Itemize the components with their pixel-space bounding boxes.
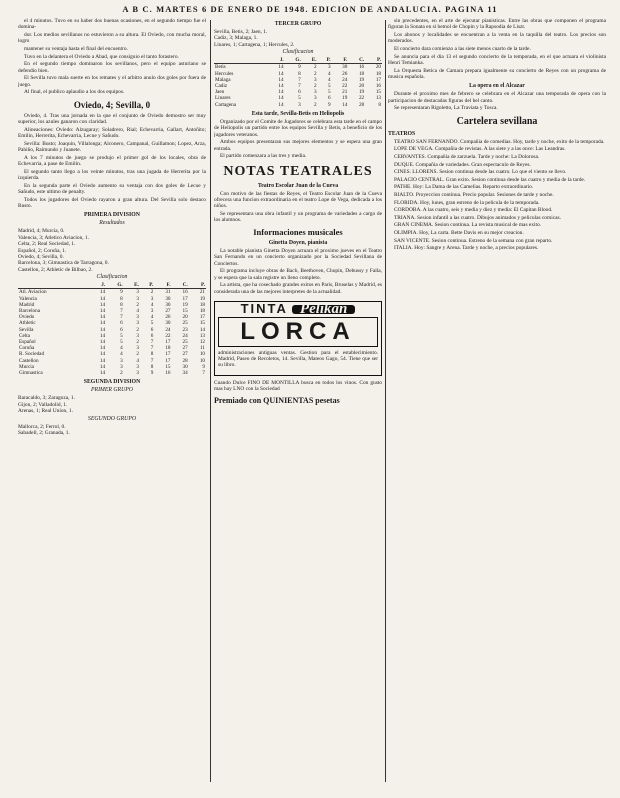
table-cell: 2 bbox=[120, 370, 123, 377]
result-line: Linares, 1; Cartagena, 1; Hercules, 2. bbox=[214, 41, 295, 48]
article-paragraph: El programa incluye obras de Bach, Beethoven, Chopin, Debussy y Falla, y se espera que la sala registre un lleno completo. bbox=[214, 268, 382, 281]
table-cell: 2 bbox=[313, 83, 317, 90]
listing-paragraph: GRAN CINEMA. Sesion continua. La revista musical de mas exito. bbox=[394, 222, 542, 229]
table-cell: 6 bbox=[120, 320, 123, 327]
table-cell: R. Sociedad bbox=[19, 351, 45, 358]
table-cell: 27 bbox=[182, 345, 188, 352]
table-cell: 14 bbox=[278, 76, 284, 83]
table-cell: 14 bbox=[99, 301, 106, 308]
table-cell: 15 bbox=[182, 308, 188, 315]
table-header-cell: E. bbox=[302, 57, 318, 64]
table-header-cell: G. bbox=[106, 282, 124, 289]
table-cell: 22 bbox=[165, 332, 171, 339]
table-cell: 19 bbox=[358, 76, 365, 83]
table-cell: 10 bbox=[199, 351, 205, 358]
article-paragraph: Al final, el publico aplaudio a los dos equipos. bbox=[24, 89, 125, 96]
table-cell: 16 bbox=[375, 83, 381, 90]
table-cell: Cartagena bbox=[215, 101, 237, 108]
table-cell: 14 bbox=[278, 70, 284, 77]
table-cell: Athletic bbox=[19, 320, 36, 327]
table-cell: 22 bbox=[358, 95, 365, 102]
table-cell: 4 bbox=[136, 308, 139, 315]
ad-pelikan-logo: Pelikan bbox=[292, 305, 356, 313]
table-cell: 5 bbox=[327, 89, 331, 96]
column-2 bbox=[214, 18, 382, 788]
table-cell: 8 bbox=[298, 70, 301, 77]
table-cell: 4 bbox=[327, 76, 331, 83]
opera-title: La opera en el Alcazar bbox=[469, 83, 525, 90]
pelikan-advertisement bbox=[214, 301, 382, 376]
table-cell: 5 bbox=[298, 95, 301, 102]
table-cell: 14 bbox=[99, 332, 106, 339]
column-1 bbox=[18, 18, 206, 788]
article-paragraph: A los 7 minutos de juego se produjo el primer gol de los locales, obra de Echevarria, a pase de Emilin. bbox=[18, 154, 206, 167]
table-cell: 28 bbox=[182, 357, 188, 364]
article-paragraph: La Orquesta Betica de Camara prepara igualmente su concierto de Reyes con un programa de musica española. bbox=[388, 67, 606, 80]
notas-teatrales-title: NOTAS TEATRALES bbox=[223, 163, 373, 179]
segundo-grupo-results bbox=[18, 424, 206, 437]
table-cell: 14 bbox=[99, 351, 106, 358]
table-cell: Hercules bbox=[215, 70, 234, 77]
segundo-grupo-label: SEGUNDO GRUPO bbox=[87, 415, 137, 422]
tercer-grupo-results bbox=[214, 29, 382, 48]
table-row bbox=[214, 64, 382, 71]
article-paragraph: Alineaciones: Oviedo: Alzugaray; Soladrero, Rial; Echevarria, Gallart, Antoñito; Emilin, Herrerita, Echevarria, Lecue y Sañudo. bbox=[18, 126, 206, 139]
table-cell: 25 bbox=[182, 339, 188, 346]
table-cell: 9 bbox=[298, 64, 301, 71]
table-cell: 7 bbox=[150, 345, 154, 352]
table-header-cell bbox=[18, 282, 89, 289]
table-cell: 30 bbox=[165, 301, 171, 308]
table-cell: 17 bbox=[165, 357, 171, 364]
table-cell: 3 bbox=[150, 308, 154, 315]
table-cell: 19 bbox=[342, 95, 348, 102]
table-cell: Cadiz bbox=[215, 83, 228, 90]
intro-article bbox=[18, 18, 206, 96]
ad-tinta-label: TINTA bbox=[240, 301, 288, 317]
table-cell: 20 bbox=[358, 83, 365, 90]
table-cell: Gimnastica bbox=[19, 370, 43, 377]
table-cell: 3 bbox=[298, 101, 301, 108]
table-cell: 2 bbox=[136, 326, 139, 333]
table-cell: 5 bbox=[120, 332, 123, 339]
table-cell: 3 bbox=[313, 76, 317, 83]
result-line: Arenas, 1; Real Union, 1. bbox=[18, 408, 73, 415]
table-cell: 30 bbox=[165, 295, 171, 302]
listing-paragraph: CERVANTES. Compañia de zarzuela. Tarde y noche: La Dolorosa. bbox=[394, 154, 540, 160]
tercer-grupo-label: TERCER GRUPO bbox=[274, 21, 322, 27]
table-cell: 5 bbox=[327, 83, 331, 90]
clasificacion-label: Clasificacion bbox=[96, 274, 128, 281]
table-cell: 5 bbox=[150, 320, 154, 327]
table-cell: 4 bbox=[150, 301, 154, 308]
table-cell: 9 bbox=[327, 101, 331, 108]
table-cell: Murcia bbox=[19, 363, 34, 370]
table-cell: 12 bbox=[199, 339, 205, 346]
article-paragraph: Se representaran Rigoletto, La Traviata y Tosca. bbox=[394, 105, 498, 112]
table-cell: 2 bbox=[136, 339, 139, 346]
article-paragraph: Con motivo de las fiestas de Reyes, el Teatro Escolar Juan de la Cueva ofrecera una funcion extraordinaria en el teatro Lope de Vega, dedicada a los niños. bbox=[214, 190, 382, 210]
table-cell: Linares bbox=[215, 95, 231, 102]
article-paragraph: Organizado por el Comite de Jugadores se celebrara esta tarde en el campo de Heliopolis un partido entre los equipos Sevilla y Betis, a beneficio de los jugadores veteranos. bbox=[214, 118, 382, 138]
listing-paragraph: PATHE. Hoy: La Dama de las Camelias. Reparto extraordinario. bbox=[394, 184, 534, 191]
table-cell: 19 bbox=[358, 89, 365, 96]
article-paragraph: Los abonos y localidades se encuentran a la venta en la taquilla del teatro. Los precios son moderados. bbox=[388, 32, 606, 45]
table-header-row bbox=[18, 282, 206, 289]
result-line: Mallorca, 2; Ferrol, 0. bbox=[18, 423, 66, 430]
result-line: Sabadell, 2; Granada, 1. bbox=[18, 429, 70, 436]
table-cell: 4 bbox=[327, 70, 331, 77]
primer-grupo-label: PRIMER GRUPO bbox=[90, 387, 133, 394]
table-cell: 16 bbox=[165, 370, 171, 377]
table-header-cell: P. bbox=[140, 282, 154, 289]
listing-paragraph: RIALTO. Proyeccion continua. Precio popular. Sesiones de tarde y noche. bbox=[394, 191, 554, 198]
sevilla-betis-article bbox=[214, 119, 382, 160]
table-cell: 8 bbox=[150, 351, 154, 358]
table-cell: 2 bbox=[136, 351, 139, 358]
table-header-cell: P. bbox=[365, 57, 382, 64]
table-cell: 26 bbox=[165, 314, 171, 321]
listing-paragraph: CORDOBA. A las cuatro, seis y media y diez y media: El Capitan Blood. bbox=[394, 207, 553, 214]
table-cell: 14 bbox=[99, 289, 106, 296]
listing-paragraph: ITALIA. Hoy: Sangre y Arena. Tarde y noche, a precios populares. bbox=[394, 245, 539, 252]
table-cell: 16 bbox=[182, 289, 188, 296]
table-cell: 34 bbox=[182, 370, 188, 377]
article-paragraph: Todos los jugadores del Oviedo rayaron a gran altura. Del Sevilla solo destaco Busto. bbox=[18, 196, 206, 209]
article-paragraph: Ambos equipos presentaran sus mejores elementos y se espera una gran entrada. bbox=[214, 139, 382, 152]
table-cell: 14 bbox=[278, 89, 284, 96]
table-cell: 14 bbox=[278, 95, 284, 102]
listing-paragraph: PALACIO CENTRAL. Gran exito. Sesion continua desde las cuatro y media de la tarde. bbox=[394, 176, 586, 183]
result-line: Valencia, 3; Atletico Aviacion, 1. bbox=[18, 234, 90, 241]
table-cell: 24 bbox=[342, 76, 348, 83]
oviedo-article bbox=[18, 113, 206, 210]
table-cell: 17 bbox=[182, 295, 188, 302]
table-cell: 14 bbox=[342, 101, 348, 108]
informaciones-musicales-title: Informaciones musicales bbox=[253, 226, 343, 237]
article-paragraph: La notable pianista Ginetta Doyen actuara el proximo jueves en el Teatro San Fernando en un concierto organizado por la Sociedad Sevillana de Conciertos. bbox=[214, 247, 382, 267]
table-header-cell: P. bbox=[318, 57, 332, 64]
table-cell: 14 bbox=[99, 357, 106, 364]
table-cell: 9 bbox=[150, 370, 154, 377]
table-cell: 7 bbox=[120, 308, 123, 315]
article-paragraph: En el segundo tiempo dominaron los sevillanos, pero el equipo asturiano se defendio bien. bbox=[18, 61, 206, 74]
article-paragraph: Se representara una obra infantil y un programa de variedades a cargo de los alumnos. bbox=[214, 211, 382, 224]
listing-paragraph: OLIMPIA. Hoy, La carta. Bette Davis en su mejor creacion. bbox=[394, 229, 524, 236]
table-cell: 14 bbox=[278, 64, 284, 71]
table-cell: 4 bbox=[136, 357, 139, 364]
article-paragraph: Durante el proximo mes de febrero se celebrara en el Alcazar una temporada de opera con la participacion de destacadas figuras del bel canto. bbox=[388, 91, 606, 104]
table-cell: 21 bbox=[342, 89, 348, 96]
table-cell: 11 bbox=[200, 345, 205, 352]
table-cell: 17 bbox=[165, 339, 171, 346]
table-cell: 15 bbox=[199, 320, 205, 327]
listing-paragraph: SAN VICENTE. Sesion continua. Estreno de la semana con gran reparto. bbox=[394, 237, 553, 244]
listing-paragraph: TEATRO SAN FERNANDO. Compañia de comedias. Hoy, tarde y noche, exito de la temporada. bbox=[394, 138, 605, 145]
table-cell: 3 bbox=[327, 64, 331, 71]
table-cell: 26 bbox=[342, 70, 348, 77]
table-cell: 3 bbox=[136, 363, 139, 370]
article-paragraph: El Sevilla tuvo mala suerte en los remates y el arbitro anulo dos goles por fuera de juego. bbox=[18, 75, 206, 88]
result-line: Cadiz, 3; Malaga, 1. bbox=[214, 35, 258, 42]
column-rule-2 bbox=[385, 20, 386, 782]
table-cell: Sevilla bbox=[19, 326, 34, 333]
article-paragraph: Oviedo, 4. Tras una jornada en la que el conjunto de Oviedo demostro ser muy superior, los azules ganaron con claridad. bbox=[18, 112, 206, 125]
segunda-division-title: SEGUNDA DIVISION bbox=[83, 379, 141, 386]
table-row bbox=[214, 102, 382, 108]
table-cell: Betis bbox=[215, 64, 226, 71]
table-cell: 4 bbox=[120, 345, 123, 352]
table-header-cell: E. bbox=[124, 282, 140, 289]
table-cell: 3 bbox=[313, 89, 317, 96]
sevilla-betis-title: Esta tarde, Sevilla-Betis en Heliopolis bbox=[251, 110, 345, 117]
table-cell: 14 bbox=[99, 363, 106, 370]
table-cell: Malaga bbox=[215, 76, 231, 83]
primera-division-title: PRIMERA DIVISION bbox=[84, 212, 140, 219]
table-cell: 4 bbox=[120, 351, 123, 358]
table-cell: 14 bbox=[99, 339, 106, 346]
table-cell: 3 bbox=[313, 95, 317, 102]
prize-intro: Cuando Dulce FINO DE MONTILLA busca en todos los vinos. Con gusto mas hay LNO con la Sociedad bbox=[214, 379, 382, 393]
result-line: Madrid, 4; Murcia, 0. bbox=[18, 228, 65, 235]
result-line: Oviedo, 4; Sevilla, 0. bbox=[18, 254, 64, 261]
table-cell: 30 bbox=[182, 363, 188, 370]
table-header-cell: F. bbox=[332, 57, 349, 64]
table-cell: 14 bbox=[99, 345, 106, 352]
table-row bbox=[18, 289, 206, 296]
table-cell: 7 bbox=[150, 357, 154, 364]
table-cell: 23 bbox=[182, 326, 188, 333]
table-header-cell: F. bbox=[154, 282, 171, 289]
table-cell: 7 bbox=[120, 314, 123, 321]
table-header-cell: J. bbox=[268, 57, 285, 64]
cartelera-title: Cartelera sevillana bbox=[456, 115, 538, 127]
primer-grupo-results bbox=[18, 395, 206, 414]
table-cell: Jaen bbox=[215, 89, 225, 96]
article-paragraph: La artista, que ha cosechado grandes exitos en Paris, Bruselas y Madrid, es considerada una de las mejores interpretes de la actualidad. bbox=[214, 282, 382, 295]
table-cell: Atl. Aviacion bbox=[19, 289, 47, 296]
table-cell: 14 bbox=[278, 83, 284, 90]
teatro-article bbox=[214, 191, 382, 224]
opera-article bbox=[388, 91, 606, 111]
result-line: Español, 2; Coruña, 1. bbox=[18, 247, 67, 254]
result-line: Castellon, 2; Athletic de Bilbao, 2. bbox=[18, 266, 93, 273]
table-cell: 6 bbox=[327, 95, 331, 102]
table-cell: 7 bbox=[298, 76, 301, 83]
table-cell: 19 bbox=[199, 295, 205, 302]
table-cell: Celta bbox=[19, 332, 30, 339]
table-cell: 7 bbox=[298, 83, 301, 90]
table-row bbox=[18, 370, 206, 376]
primera-standings-table bbox=[18, 282, 206, 376]
table-cell: 30 bbox=[165, 320, 171, 327]
table-cell: 17 bbox=[199, 314, 205, 321]
table-cell: 3 bbox=[136, 314, 139, 321]
article-paragraph: El partido comenzara a las tres y media. bbox=[220, 153, 307, 160]
table-header-cell: J. bbox=[89, 282, 106, 289]
table-cell: 25 bbox=[182, 320, 188, 327]
table-cell: Barcelona bbox=[19, 308, 41, 315]
table-cell: Coruña bbox=[19, 345, 35, 352]
tercer-clasificacion-label: Clasificacion bbox=[282, 49, 314, 56]
column-rule-1 bbox=[210, 20, 211, 782]
table-cell: 9 bbox=[120, 289, 123, 296]
table-cell: Español bbox=[19, 339, 36, 346]
table-cell: 3 bbox=[136, 295, 139, 302]
table-cell: 7 bbox=[202, 370, 205, 377]
table-cell: 21 bbox=[199, 289, 205, 296]
table-cell: 2 bbox=[313, 70, 317, 77]
table-cell: 14 bbox=[99, 295, 106, 302]
table-cell: 6 bbox=[150, 326, 154, 333]
table-header-cell: G. bbox=[285, 57, 302, 64]
table-cell: 22 bbox=[342, 83, 348, 90]
teatros-label: TEATROS bbox=[388, 130, 416, 137]
table-cell: 24 bbox=[165, 326, 171, 333]
ad-text: administraciones antiguas ventas. Gestion para el establecimiento. Madrid, Paseo de Recoletos, 14. Sevilla, Mateos Gago, 54. Tiene que ser su libro. bbox=[218, 349, 378, 369]
table-cell: 3 bbox=[120, 357, 123, 364]
table-cell: 14 bbox=[99, 370, 106, 377]
listing-paragraph: TRIANA. Sesion infantil a las cuatro. Dibujos animados y peliculas comicas. bbox=[394, 214, 561, 221]
table-cell: 2 bbox=[136, 301, 139, 308]
result-line: Sevilla, Betis, 2; Jaen, 1. bbox=[214, 29, 268, 35]
cartelera-listings bbox=[388, 139, 606, 252]
table-cell: 2 bbox=[150, 289, 154, 296]
table-cell: 14 bbox=[99, 308, 106, 315]
table-cell: 8 bbox=[120, 295, 123, 302]
table-cell: 27 bbox=[182, 351, 188, 358]
article-paragraph: El concierto dara comienzo a las siete menos cuarto de la tarde. bbox=[394, 46, 531, 52]
table-header-row bbox=[214, 57, 382, 64]
musica-article bbox=[214, 248, 382, 295]
page-header: A B C. MARTES 6 DE ENERO DE 1948. EDICION DE ANDALUCIA. PAGINA 11 bbox=[122, 4, 498, 14]
table-cell: 17 bbox=[375, 76, 381, 83]
table-cell: 8 bbox=[378, 101, 381, 108]
table-cell: 31 bbox=[165, 289, 171, 296]
table-cell: 18 bbox=[199, 308, 205, 315]
table-cell: 14 bbox=[99, 320, 106, 327]
table-cell: Valencia bbox=[19, 295, 37, 302]
resultados-label: Resultados bbox=[99, 220, 125, 227]
table-cell: 27 bbox=[165, 308, 171, 315]
tercer-standings-table bbox=[214, 57, 382, 108]
table-cell: 14 bbox=[199, 326, 205, 333]
listing-paragraph: CINES. LLORENS. Sesion continua desde las cuatro. Lo que el viento se llevo. bbox=[394, 169, 567, 176]
table-cell: 14 bbox=[278, 101, 284, 108]
table-cell: 9 bbox=[202, 363, 205, 370]
table-cell: 20 bbox=[182, 314, 188, 321]
result-line: Gijon, 2; Valladolid, 1. bbox=[18, 401, 68, 408]
article-paragraph: Tuvo en la delantera el Oviedo a Abad, que consiguio el tanto forastero. bbox=[24, 53, 179, 60]
table-cell: 3 bbox=[150, 295, 154, 302]
table-cell: 19 bbox=[182, 301, 188, 308]
table-cell: 3 bbox=[136, 289, 139, 296]
table-cell: 6 bbox=[298, 89, 301, 96]
table-cell: 13 bbox=[375, 95, 381, 102]
result-line: Celta, 2; Real Sociedad, 1. bbox=[18, 241, 76, 248]
table-header-cell: P. bbox=[189, 282, 206, 289]
article-paragraph: El segundo tanto llego a los veinte minutos, tras una jugada de Herrerita por la izquierda. bbox=[18, 168, 206, 181]
table-cell: 5 bbox=[120, 339, 123, 346]
result-line: Barcelona, 3; Gimnastica de Tarragona, 0. bbox=[18, 260, 109, 267]
table-cell: 18 bbox=[358, 70, 365, 77]
article-paragraph: mantener su ventaja hasta el final del encuentro. bbox=[24, 46, 128, 52]
table-cell: 8 bbox=[120, 301, 123, 308]
listing-paragraph: DUQUE. Compañia de variedades. Gran espectaculo de Reyes. bbox=[394, 161, 531, 168]
table-cell: 2 bbox=[313, 101, 317, 108]
table-cell: 24 bbox=[182, 332, 188, 339]
ginetta-doyen-title: Ginetta Doyen, pianista bbox=[268, 239, 328, 246]
table-cell: 3 bbox=[136, 345, 139, 352]
table-cell: 3 bbox=[136, 370, 139, 377]
article-paragraph: Se anuncia para el dia 13 el segundo concierto de la temporada, en el que actuara el violinista Henri Temianka. bbox=[388, 53, 606, 66]
table-cell: Oviedo bbox=[19, 314, 35, 321]
table-cell: 8 bbox=[150, 363, 154, 370]
table-header-cell bbox=[214, 57, 268, 64]
table-cell: 18 bbox=[199, 301, 205, 308]
table-cell: 28 bbox=[358, 101, 365, 108]
teatro-escolar-title: Teatro Escolar Juan de la Cueva bbox=[257, 182, 339, 189]
concert-article bbox=[388, 18, 606, 80]
table-cell: 2 bbox=[313, 64, 317, 71]
table-cell: 3 bbox=[136, 332, 139, 339]
article-paragraph: En la segunda parte el Oviedo aumento su ventaja con dos goles de Lecue y Sañudo, este ultimo de penalty. bbox=[18, 182, 206, 195]
table-cell: 14 bbox=[99, 326, 106, 333]
primera-results bbox=[18, 228, 206, 273]
table-cell: 17 bbox=[165, 351, 171, 358]
table-header-cell: C. bbox=[348, 57, 365, 64]
table-cell: 7 bbox=[150, 339, 154, 346]
table-cell: 18 bbox=[375, 70, 381, 77]
table-cell: 10 bbox=[199, 357, 205, 364]
article-paragraph: sin precedentes, en el arte de ejecutar pianisticas. Entre las obras que componen el programa figuran la Sonata en si bemol de Chopin y la Rapsodia de Liszt. bbox=[388, 18, 606, 31]
table-cell: 30 bbox=[342, 64, 348, 71]
table-cell: Madrid bbox=[19, 301, 35, 308]
result-line: Baracaldo, 3; Zaragoza, 1. bbox=[18, 395, 75, 402]
table-cell: 13 bbox=[199, 332, 205, 339]
oviedo-sevilla-title: Oviedo, 4; Sevilla, 0 bbox=[73, 99, 151, 110]
table-cell: 4 bbox=[150, 314, 154, 321]
table-cell: 20 bbox=[375, 64, 381, 71]
prize-headline: Premiado con QUINIENTAS pesetas bbox=[214, 395, 340, 405]
table-cell: Castellon bbox=[19, 357, 39, 364]
article-paragraph: dor. Los medios sevillanos no estuvieron a su altura. El Oviedo, con mucha moral, logro bbox=[18, 32, 206, 45]
article-paragraph: Sevilla: Busto; Joaquin, Villalonga; Alconero, Campanal, Guillamon; Lopez, Arza, Pahiño, Raimundo y Juanete. bbox=[18, 140, 206, 153]
table-cell: 14 bbox=[99, 314, 106, 321]
table-cell: 6 bbox=[150, 332, 154, 339]
table-header-cell: C. bbox=[172, 282, 189, 289]
table-cell: 15 bbox=[165, 363, 171, 370]
column-3 bbox=[388, 18, 606, 788]
listing-paragraph: LOPE DE VEGA. Compañia de revistas. A las siete y a las once: Las Leandras. bbox=[394, 146, 566, 153]
listing-paragraph: FLORIDA. Hoy, lunes, gran estreno de la pelicula de la temporada. bbox=[394, 199, 540, 206]
table-cell: 3 bbox=[120, 363, 123, 370]
table-cell: 18 bbox=[165, 345, 171, 352]
article-paragraph: el 4 minutos. Tuvo en su haber dos buenas ocasiones, en el segundo tiempo fue el domina- bbox=[18, 18, 206, 31]
table-cell: 16 bbox=[358, 64, 365, 71]
ad-lorca-banner: LORCA bbox=[218, 317, 378, 347]
table-cell: 15 bbox=[375, 89, 381, 96]
table-cell: 6 bbox=[120, 326, 123, 333]
table-cell: 3 bbox=[136, 320, 139, 327]
